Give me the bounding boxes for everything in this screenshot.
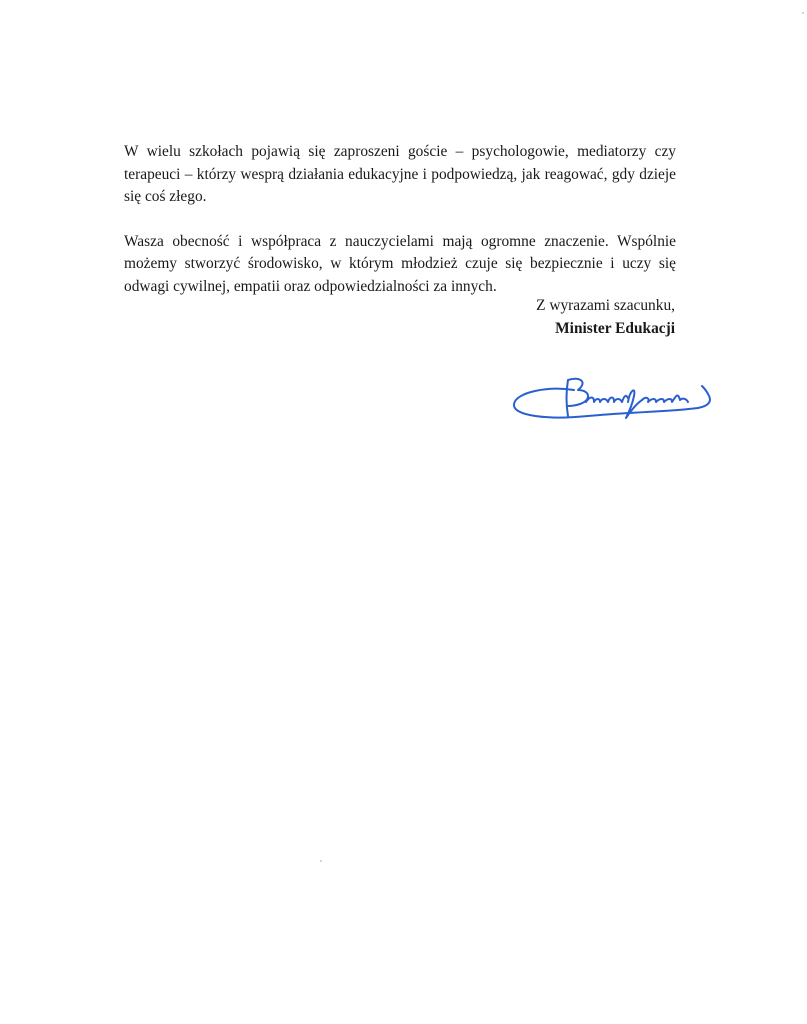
signature-trailing-stroke (642, 396, 688, 402)
paragraph-cooperation: Wasza obecność i współpraca z nauczycielami mają ogromne znaczenie. Wspólnie możemy stworzyć środowisko, w którym młodzież czuje się bezpiecznie i uczy się odwagi cywilnej, empatii oraz odpowiedzialności za innych. (124, 232, 676, 295)
signature-loop-stroke (514, 386, 710, 418)
handwritten-signature (508, 372, 718, 428)
scan-speck (320, 860, 322, 862)
scan-speck (802, 12, 804, 14)
signer-title: Minister Edukacji (555, 319, 675, 337)
paragraph-guests: W wielu szkołach pojawią się zaproszeni goście – psychologowie, mediatorzy czy terapeuci – którzy wesprą działania edukacyjne i podpowiedzą, jak reagować, gdy dzieje się coś złego. (124, 143, 676, 205)
letter-body (124, 141, 676, 320)
closing-salutation: Z wyrazami szacunku, (536, 297, 675, 314)
signature-letter-b-stroke (567, 379, 589, 416)
signature-tall-loop-stroke (626, 390, 642, 418)
signature-middle-stroke (586, 396, 628, 402)
letter-closing (375, 295, 675, 340)
